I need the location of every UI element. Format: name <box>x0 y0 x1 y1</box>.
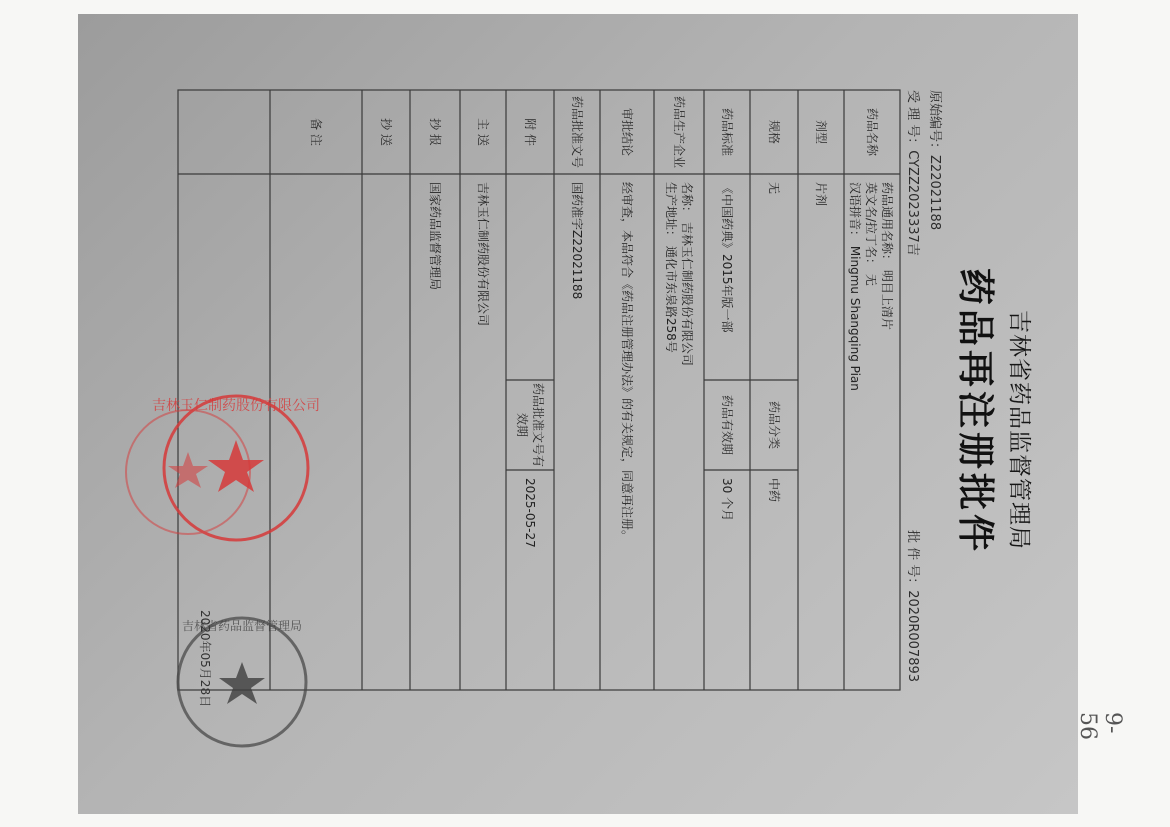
label-approval-number: 药品批准文号 <box>570 95 584 168</box>
approval-document-number-value: 2020R007893 <box>905 590 920 683</box>
conclusion-value: 经审查，本品符合《药品注册管理办法》的有关规定，同意再注册。 <box>620 182 634 543</box>
validity-value: 30 个月 <box>720 478 734 522</box>
label-approval-validity: 药品批准文号有效期 <box>515 382 545 467</box>
label-dosage-form: 剂型 <box>814 119 828 144</box>
label-spec: 规格 <box>767 119 781 144</box>
approval-document-number-label: 批 件 号： <box>905 530 920 591</box>
original-number-label: 原始编号： <box>927 90 942 156</box>
label-category: 药品分类 <box>767 400 781 449</box>
label-attachment: 附 件 <box>523 118 537 146</box>
acceptance-number-label: 受 理 号： <box>905 90 920 151</box>
agency-seal-date: 2020年05月28日 <box>198 610 212 708</box>
category-value: 中药 <box>767 478 781 503</box>
cc-send-value <box>362 182 410 682</box>
original-number-value: Z22021188 <box>927 155 942 231</box>
cc-report-value: 国家药品监督管理局 <box>428 182 442 291</box>
drug-pinyin-name: 汉语拼音： Mingmu Shangqing Pian <box>848 182 862 391</box>
manufacturer-block <box>656 182 702 682</box>
label-conclusion: 审批结论 <box>620 107 634 156</box>
label-main-send: 主 送 <box>476 118 490 146</box>
spec-value: 无 <box>767 182 781 195</box>
company-seal <box>116 388 326 548</box>
dosage-form-value: 片剂 <box>814 182 828 207</box>
seal-star-icon <box>208 440 264 492</box>
label-drug-name: 药品名称 <box>865 107 879 156</box>
label-validity: 药品有效期 <box>720 394 734 455</box>
drug-english-name: 英文名/拉丁名： 无 <box>864 182 878 286</box>
drug-generic-name: 药品通用名称： 明目上清片 <box>880 182 894 330</box>
agency-seal-text: 吉林省药品监督管理局 <box>181 619 303 633</box>
approval-validity-value: 2025-05-27 <box>523 478 537 548</box>
handwritten-note: 9-56 <box>1075 712 1125 740</box>
label-cc-send: 抄 送 <box>379 118 393 146</box>
attachment-value <box>506 182 554 372</box>
manufacturer-name: 名称： 吉林玉仁制药股份有限公司 <box>680 182 694 366</box>
label-cc-report: 抄 报 <box>428 118 442 146</box>
main-send-value: 吉林玉仁制药股份有限公司 <box>476 182 490 327</box>
drug-name-block <box>844 182 898 682</box>
manufacturer-address: 生产地址： 通化市东泉路258号 <box>664 182 678 353</box>
agency-seal-star-icon <box>219 662 265 704</box>
label-remarks: 备 注 <box>309 118 323 146</box>
approval-number-value: 国药准字Z22021188 <box>570 182 584 300</box>
agency-heading: 吉林省药品监督管理局 <box>1006 310 1032 550</box>
label-standard: 药品标准 <box>720 107 734 156</box>
company-seal-text: 吉林玉仁制药股份有限公司 <box>152 398 320 414</box>
acceptance-number-value: CYZZ2023337吉 <box>905 150 920 256</box>
document-title: 药品再注册批件 <box>954 268 997 555</box>
seal-star-icon-faint <box>168 452 208 488</box>
agency-seal <box>170 600 310 760</box>
standard-value: 《中国药典》2015年版一部 <box>720 182 734 333</box>
label-manufacturer: 药品生产企业 <box>672 95 686 168</box>
